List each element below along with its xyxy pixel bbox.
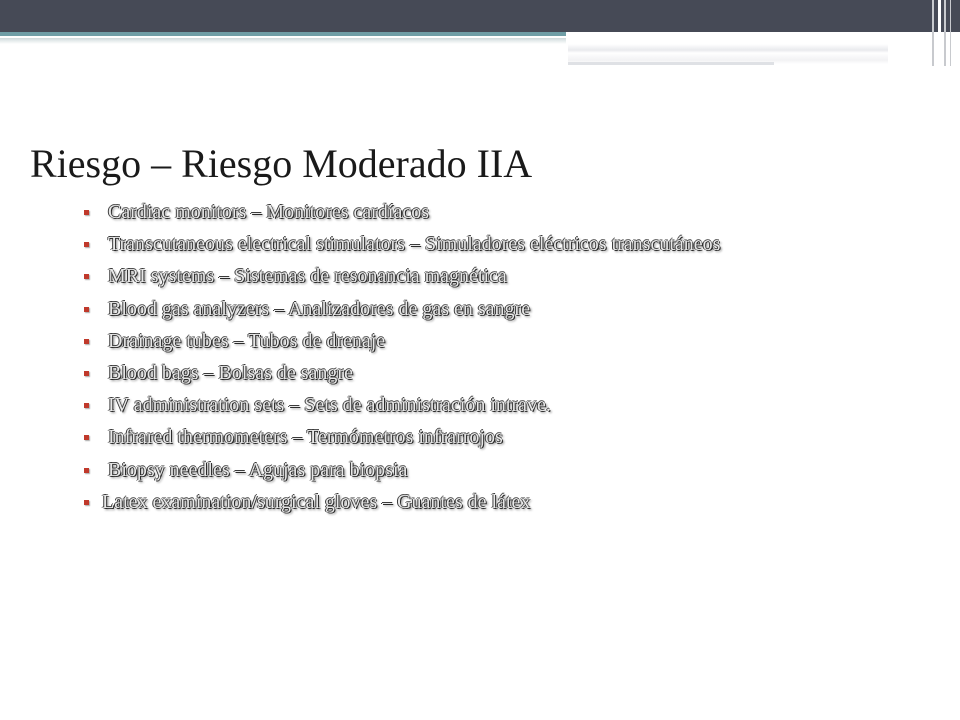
bullet-square-icon (84, 274, 89, 279)
list-item (80, 325, 720, 357)
bullet-square-icon (84, 242, 89, 247)
decorative-light-bar (568, 44, 888, 64)
bullet-square-icon (84, 307, 89, 312)
list-item-text: Drainage tubes – Tubos de drenaje (108, 329, 386, 352)
bullet-square-icon (84, 468, 89, 473)
list-item (80, 486, 720, 518)
list-item (80, 454, 720, 486)
list-item-text: Transcutaneous electrical stimulators – Simuladores eléctricos transcutáneos (108, 233, 721, 256)
decorative-vertical-line (932, 0, 934, 66)
slide-title: Riesgo – Riesgo Moderado IIA (30, 141, 533, 186)
header-bar (0, 0, 960, 32)
decorative-light-line (568, 62, 774, 65)
list-item-text: Blood bags – Bolsas de sangre (108, 361, 353, 384)
list-item (80, 421, 720, 453)
list-item-text: Biopsy needles – Agujas para biopsia (108, 458, 408, 481)
bullet-square-icon (84, 500, 89, 505)
decorative-vertical-line (950, 0, 951, 66)
list-item (80, 228, 720, 260)
list-item (80, 389, 720, 421)
bullet-square-icon (84, 210, 89, 215)
list-item-text: Latex examination/surgical gloves – Guantes de látex (102, 490, 531, 513)
list-item (80, 260, 720, 292)
decorative-vertical-line (944, 0, 946, 66)
bullet-list (80, 196, 720, 518)
bullet-square-icon (84, 435, 89, 440)
bullet-square-icon (84, 403, 89, 408)
list-item-text: Infrared thermometers – Termómetros infrarrojos (108, 426, 503, 449)
bullet-square-icon (84, 371, 89, 376)
accent-line (0, 32, 566, 36)
list-item (80, 357, 720, 389)
list-item (80, 293, 720, 325)
list-item-text: Blood gas analyzers – Analizadores de gas en sangre (108, 297, 531, 320)
accent-shadow-line (0, 38, 566, 44)
list-item-text: MRI systems – Sistemas de resonancia magnética (108, 265, 507, 288)
list-item-text: Cardiac monitors – Monitores cardíacos (108, 201, 430, 223)
decorative-vertical-line (938, 0, 941, 66)
bullet-square-icon (84, 339, 89, 344)
list-item-text: IV administration sets – Sets de administración intrave. (108, 394, 551, 417)
list-item (80, 196, 720, 228)
